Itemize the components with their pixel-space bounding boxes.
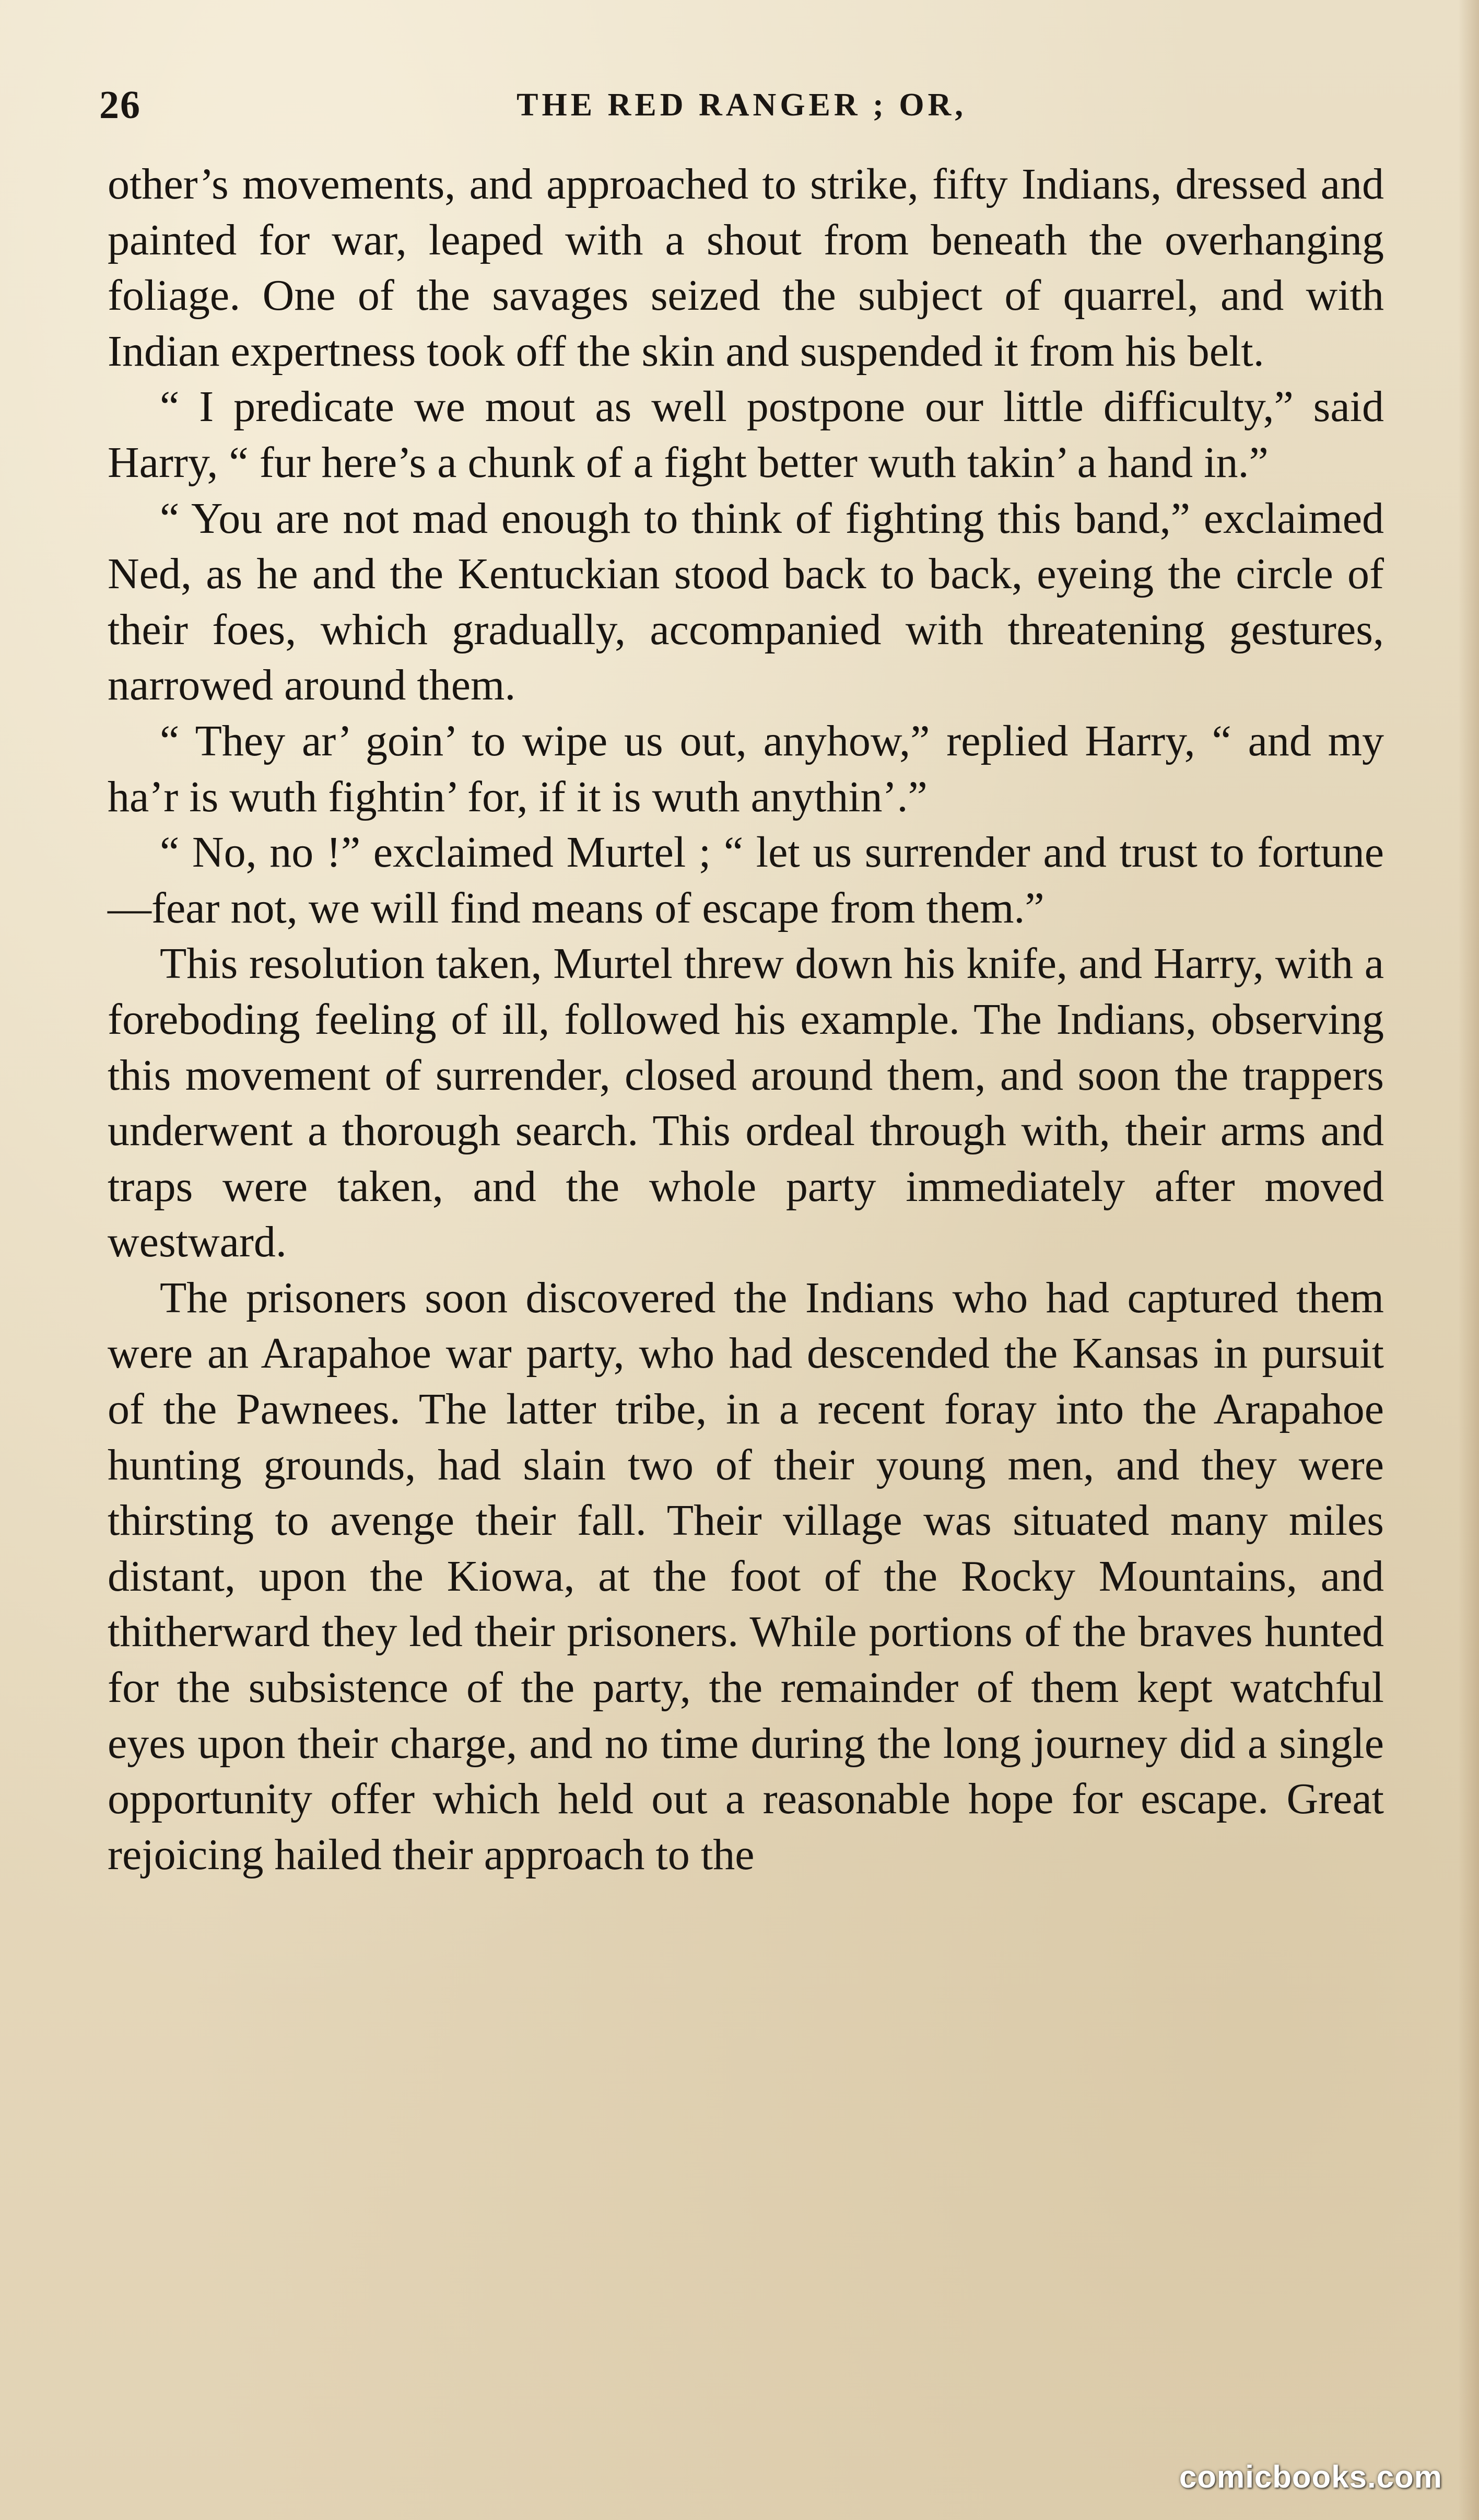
watermark: comicbooks.com [1179,2459,1442,2494]
running-head [99,77,1384,140]
paragraph: “ I predicate we mout as well postpone our little difficulty,” said Harry, “ fur here’s a chunk of a fight better wuth takin’ a hand in.” [108,382,1384,487]
paragraph: The prisoners soon discovered the Indians who had captured them were an Arapahoe war party, who had descended the Kansas in pursuit of the Pawnees. The latter tribe, in a recent foray into the Arapahoe hunting grounds, had slain two of their young men, and they were thirsting to avenge their fall. Their village was situated many miles distant, upon the Kiowa, at the foot of the Rocky Mountains, and thitherward they led their prisoners. While portions of the braves hunted for the subsistence of the party, the remainder of them kept watchful eyes upon their charge, and no time during the long journey did a single opportunity offer which held out a reasonable hope for escape. Great rejoicing hailed their approach to the [108,1273,1384,1879]
paragraph: other’s movements, and approached to strike, fifty Indians, dressed and painted for war, leaped with a shout from beneath the overhanging foliage. One of the savages seized the subject of quarrel, and with Indian expertness took off the skin and suspended it from his belt. [108,160,1384,376]
paragraph: This resolution taken, Murtel threw down his knife, and Harry, with a foreboding feeling of ill, followed his example. The Indians, observing this movement of surrender, closed around them, and soon the trappers underwent a thorough search. This ordeal through with, their arms and traps were taken, and the whole party immediately after moved westward. [108,939,1384,1267]
paragraph: “ You are not mad enough to think of fighting this band,” exclaimed Ned, as he and the Kentuckian stood back to back, eyeing the circle of their foes, which gradually, accompanied with threatening gestures, narrowed around them. [108,494,1384,710]
paragraph: “ They ar’ goin’ to wipe us out, anyhow,” replied Harry, “ and my ha’r is wuth fightin’ for, if it is wuth anythin’.” [108,716,1384,821]
page-number: 26 [99,83,141,127]
running-title: THE RED RANGER ; OR, [517,87,967,123]
body-text [108,157,1384,1883]
page-edge-shadow [1458,0,1479,2520]
paragraph: “ No, no !” exclaimed Murtel ; “ let us surrender and trust to fortune—fear not, we will find means of escape from them.” [108,828,1384,932]
